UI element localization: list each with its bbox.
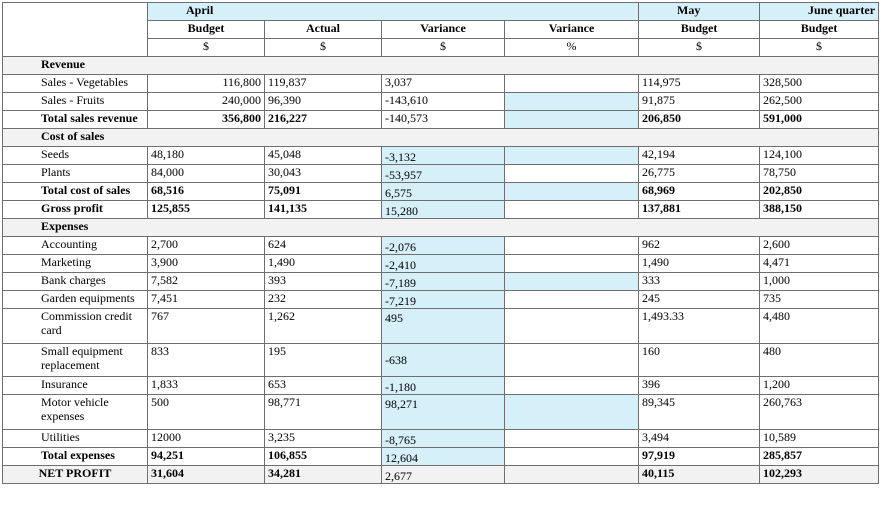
cell-june: 388,150 bbox=[760, 201, 879, 219]
row-label: Bank charges bbox=[3, 273, 148, 291]
cell-actual: 34,281 bbox=[265, 466, 382, 484]
cell-actual: 216,227 bbox=[265, 111, 382, 129]
cell-june: 480 bbox=[760, 344, 879, 377]
cell-variance-pct bbox=[505, 377, 639, 395]
cell-variance: -8,765 bbox=[382, 430, 505, 448]
cell-actual: 3,235 bbox=[265, 430, 382, 448]
cell-variance-pct bbox=[505, 466, 639, 484]
table-row bbox=[3, 147, 879, 165]
cell-variance-pct bbox=[505, 255, 639, 273]
corner-cell bbox=[3, 3, 148, 57]
row-label: Accounting bbox=[3, 237, 148, 255]
cell-may: 206,850 bbox=[639, 111, 760, 129]
section-cost-of-sales bbox=[3, 129, 879, 147]
unit-dollar: $ bbox=[382, 39, 505, 57]
cell-budget: 125,855 bbox=[148, 201, 265, 219]
row-label: Utilities bbox=[3, 430, 148, 448]
header-row-months bbox=[3, 3, 879, 21]
cell-may: 89,345 bbox=[639, 395, 760, 430]
cell-variance: -7,189 bbox=[382, 273, 505, 291]
cell-june: 4,471 bbox=[760, 255, 879, 273]
cell-june: 262,500 bbox=[760, 93, 879, 111]
cell-variance: 12,604 bbox=[382, 448, 505, 466]
cell-variance-pct bbox=[505, 448, 639, 466]
cell-budget: 68,516 bbox=[148, 183, 265, 201]
table-row bbox=[3, 75, 879, 93]
cell-variance-pct bbox=[505, 165, 639, 183]
cell-actual: 624 bbox=[265, 237, 382, 255]
cell-june: 735 bbox=[760, 291, 879, 309]
cell-june: 591,000 bbox=[760, 111, 879, 129]
cell-variance-pct bbox=[505, 430, 639, 448]
cell-variance-pct bbox=[505, 93, 639, 111]
cell-budget: 2,700 bbox=[148, 237, 265, 255]
cell-may: 91,875 bbox=[639, 93, 760, 111]
cell-actual: 195 bbox=[265, 344, 382, 377]
cell-variance: 2,677 bbox=[382, 466, 505, 484]
row-label: NET PROFIT bbox=[3, 466, 148, 484]
row-label: Plants bbox=[3, 165, 148, 183]
row-label: Sales - Fruits bbox=[3, 93, 148, 111]
col-may-budget: Budget bbox=[639, 21, 760, 39]
cell-variance-pct bbox=[505, 291, 639, 309]
row-label: Total sales revenue bbox=[3, 111, 148, 129]
row-label: Motor vehicle expenses bbox=[3, 395, 148, 430]
cell-may: 42,194 bbox=[639, 147, 760, 165]
cell-actual: 141,135 bbox=[265, 201, 382, 219]
unit-dollar: $ bbox=[639, 39, 760, 57]
cell-variance: -2,410 bbox=[382, 255, 505, 273]
cell-variance: -140,573 bbox=[382, 111, 505, 129]
unit-dollar: $ bbox=[760, 39, 879, 57]
cell-actual: 1,490 bbox=[265, 255, 382, 273]
cell-june: 78,750 bbox=[760, 165, 879, 183]
cell-variance-pct bbox=[505, 183, 639, 201]
cell-june: 1,000 bbox=[760, 273, 879, 291]
cell-june: 285,857 bbox=[760, 448, 879, 466]
col-variance-pct: Variance bbox=[505, 21, 639, 39]
cell-budget: 833 bbox=[148, 344, 265, 377]
section-revenue bbox=[3, 57, 879, 75]
cell-may: 97,919 bbox=[639, 448, 760, 466]
table-row-total bbox=[3, 183, 879, 201]
cell-variance: -7,219 bbox=[382, 291, 505, 309]
cell-variance-pct bbox=[505, 309, 639, 344]
section-label: Cost of sales bbox=[3, 129, 879, 147]
cell-budget: 767 bbox=[148, 309, 265, 344]
cell-budget: 12000 bbox=[148, 430, 265, 448]
cell-may: 160 bbox=[639, 344, 760, 377]
cell-variance-pct bbox=[505, 75, 639, 93]
budget-variance-table bbox=[2, 2, 879, 484]
table-row-net-profit bbox=[3, 466, 879, 484]
may-header: May bbox=[639, 3, 760, 21]
cell-variance-pct bbox=[505, 111, 639, 129]
cell-may: 137,881 bbox=[639, 201, 760, 219]
cell-variance: 15,280 bbox=[382, 201, 505, 219]
cell-actual: 30,043 bbox=[265, 165, 382, 183]
row-label: Sales - Vegetables bbox=[3, 75, 148, 93]
col-variance: Variance bbox=[382, 21, 505, 39]
cell-may: 245 bbox=[639, 291, 760, 309]
cell-budget: 116,800 bbox=[148, 75, 265, 93]
cell-budget: 3,900 bbox=[148, 255, 265, 273]
cell-variance: -3,132 bbox=[382, 147, 505, 165]
table-row bbox=[3, 237, 879, 255]
section-label: Expenses bbox=[3, 219, 879, 237]
cell-actual: 45,048 bbox=[265, 147, 382, 165]
cell-may: 26,775 bbox=[639, 165, 760, 183]
table-row bbox=[3, 165, 879, 183]
row-label: Garden equipments bbox=[3, 291, 148, 309]
cell-actual: 75,091 bbox=[265, 183, 382, 201]
cell-variance: -2,076 bbox=[382, 237, 505, 255]
cell-june: 124,100 bbox=[760, 147, 879, 165]
cell-june: 328,500 bbox=[760, 75, 879, 93]
row-label: Commission credit card bbox=[3, 309, 148, 344]
cell-june: 1,200 bbox=[760, 377, 879, 395]
row-label: Marketing bbox=[3, 255, 148, 273]
cell-variance: 6,575 bbox=[382, 183, 505, 201]
cell-june: 4,480 bbox=[760, 309, 879, 344]
cell-budget: 356,800 bbox=[148, 111, 265, 129]
section-label: Revenue bbox=[3, 57, 879, 75]
cell-actual: 232 bbox=[265, 291, 382, 309]
cell-actual: 106,855 bbox=[265, 448, 382, 466]
cell-budget: 500 bbox=[148, 395, 265, 430]
unit-dollar: $ bbox=[148, 39, 265, 57]
row-label: Total expenses bbox=[3, 448, 148, 466]
cell-variance: 98,271 bbox=[382, 395, 505, 430]
col-june-budget: Budget bbox=[760, 21, 879, 39]
table-row bbox=[3, 430, 879, 448]
cell-budget: 240,000 bbox=[148, 93, 265, 111]
table-row bbox=[3, 377, 879, 395]
unit-percent: % bbox=[505, 39, 639, 57]
cell-may: 1,493.33 bbox=[639, 309, 760, 344]
cell-may: 333 bbox=[639, 273, 760, 291]
april-header: April bbox=[148, 3, 639, 21]
cell-may: 40,115 bbox=[639, 466, 760, 484]
cell-variance-pct bbox=[505, 147, 639, 165]
table-row bbox=[3, 93, 879, 111]
cell-june: 260,763 bbox=[760, 395, 879, 430]
section-expenses bbox=[3, 219, 879, 237]
cell-may: 114,975 bbox=[639, 75, 760, 93]
table-row-total bbox=[3, 448, 879, 466]
cell-variance: 3,037 bbox=[382, 75, 505, 93]
cell-variance: -143,610 bbox=[382, 93, 505, 111]
table-row bbox=[3, 255, 879, 273]
cell-may: 3,494 bbox=[639, 430, 760, 448]
cell-budget: 84,000 bbox=[148, 165, 265, 183]
cell-budget: 7,451 bbox=[148, 291, 265, 309]
cell-variance-pct bbox=[505, 395, 639, 430]
cell-actual: 393 bbox=[265, 273, 382, 291]
cell-june: 2,600 bbox=[760, 237, 879, 255]
cell-variance-pct bbox=[505, 201, 639, 219]
cell-budget: 7,582 bbox=[148, 273, 265, 291]
col-budget: Budget bbox=[148, 21, 265, 39]
table-row bbox=[3, 309, 879, 344]
cell-actual: 653 bbox=[265, 377, 382, 395]
cell-may: 396 bbox=[639, 377, 760, 395]
cell-actual: 119,837 bbox=[265, 75, 382, 93]
row-label: Gross profit bbox=[3, 201, 148, 219]
cell-variance-pct bbox=[505, 273, 639, 291]
cell-budget: 48,180 bbox=[148, 147, 265, 165]
table-row bbox=[3, 395, 879, 430]
table-row bbox=[3, 273, 879, 291]
unit-dollar: $ bbox=[265, 39, 382, 57]
row-label: Seeds bbox=[3, 147, 148, 165]
row-label: Total cost of sales bbox=[3, 183, 148, 201]
cell-budget: 1,833 bbox=[148, 377, 265, 395]
cell-june: 202,850 bbox=[760, 183, 879, 201]
cell-june: 102,293 bbox=[760, 466, 879, 484]
cell-variance-pct bbox=[505, 237, 639, 255]
table-row bbox=[3, 291, 879, 309]
cell-budget: 31,604 bbox=[148, 466, 265, 484]
cell-actual: 1,262 bbox=[265, 309, 382, 344]
row-label: Small equipment replacement bbox=[3, 344, 148, 377]
cell-variance-pct bbox=[505, 344, 639, 377]
cell-may: 68,969 bbox=[639, 183, 760, 201]
table-row-gross-profit bbox=[3, 201, 879, 219]
cell-variance: 495 bbox=[382, 309, 505, 344]
cell-may: 1,490 bbox=[639, 255, 760, 273]
cell-variance: -1,180 bbox=[382, 377, 505, 395]
cell-june: 10,589 bbox=[760, 430, 879, 448]
cell-actual: 98,771 bbox=[265, 395, 382, 430]
june-header: June quarter bbox=[760, 3, 879, 21]
cell-may: 962 bbox=[639, 237, 760, 255]
cell-variance: -638 bbox=[382, 344, 505, 377]
cell-variance: -53,957 bbox=[382, 165, 505, 183]
table-row bbox=[3, 344, 879, 377]
table-row-total bbox=[3, 111, 879, 129]
cell-budget: 94,251 bbox=[148, 448, 265, 466]
cell-actual: 96,390 bbox=[265, 93, 382, 111]
col-actual: Actual bbox=[265, 21, 382, 39]
row-label: Insurance bbox=[3, 377, 148, 395]
